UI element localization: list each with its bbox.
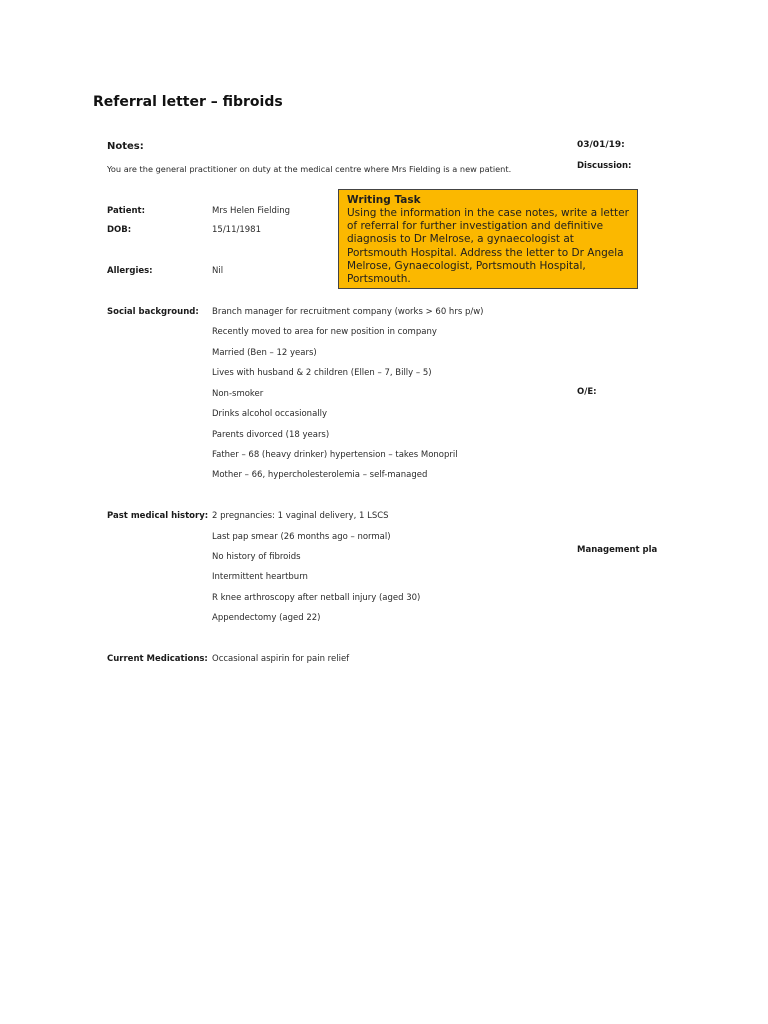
pmh-item: 2 pregnancies: 1 vaginal delivery, 1 LSCS [212, 511, 389, 521]
oe-label: O/E: [577, 387, 597, 397]
pmh-item: No history of fibroids [212, 552, 301, 562]
pmh-item: R knee arthroscopy after netball injury (aged 30) [212, 593, 421, 603]
social-item: Lives with husband & 2 children (Ellen – 7, Billy – 5) [212, 368, 432, 378]
writing-task-box [338, 189, 638, 289]
notes-text: You are the general practitioner on duty at the medical centre where Mrs Fielding is a new patient. [107, 164, 512, 174]
social-item: Father – 68 (heavy drinker) hypertension – takes Monopril [212, 450, 458, 460]
notes-date: 03/01/19: [577, 140, 625, 150]
pmh-item: Appendectomy (aged 22) [212, 613, 321, 623]
notes-heading: Notes: [107, 141, 144, 152]
pmh-item: Last pap smear (26 months ago – normal) [212, 532, 391, 542]
discussion-label: Discussion: [577, 161, 632, 171]
allergies-value: Nil [212, 266, 224, 276]
social-item: Non-smoker [212, 389, 264, 399]
current-medications-label: Current Medications: [107, 654, 208, 664]
current-medications-value: Occasional aspirin for pain relief [212, 654, 350, 664]
social-item: Mother – 66, hypercholesterolemia – self-managed [212, 470, 428, 480]
social-background-label: Social background: [107, 307, 199, 317]
writing-task-body: Using the information in the case notes, write a letter of referral for further investigation and definitive diagnosis to Dr Melrose, a gynaecologist at Portsmouth Hospital. Address the letter to Dr Angela Melrose, Gynaecologist, Portsmouth Hospital, Portsmouth. [347, 207, 629, 286]
dob-label: DOB: [107, 225, 132, 235]
management-plan-label: Management pla [577, 545, 658, 555]
social-item: Recently moved to area for new position in company [212, 327, 437, 337]
page-title: Referral letter – fibroids [93, 94, 283, 110]
patient-label: Patient: [107, 206, 145, 216]
social-item: Married (Ben – 12 years) [212, 348, 317, 358]
social-item: Branch manager for recruitment company (works > 60 hrs p/w) [212, 307, 484, 317]
patient-value: Mrs Helen Fielding [212, 206, 291, 216]
dob-value: 15/11/1981 [212, 225, 261, 235]
writing-task-heading: Writing Task [347, 194, 421, 206]
allergies-label: Allergies: [107, 266, 153, 276]
social-item: Parents divorced (18 years) [212, 430, 330, 440]
pmh-item: Intermittent heartburn [212, 572, 308, 582]
social-item: Drinks alcohol occasionally [212, 409, 328, 419]
past-medical-history-label: Past medical history: [107, 511, 209, 521]
